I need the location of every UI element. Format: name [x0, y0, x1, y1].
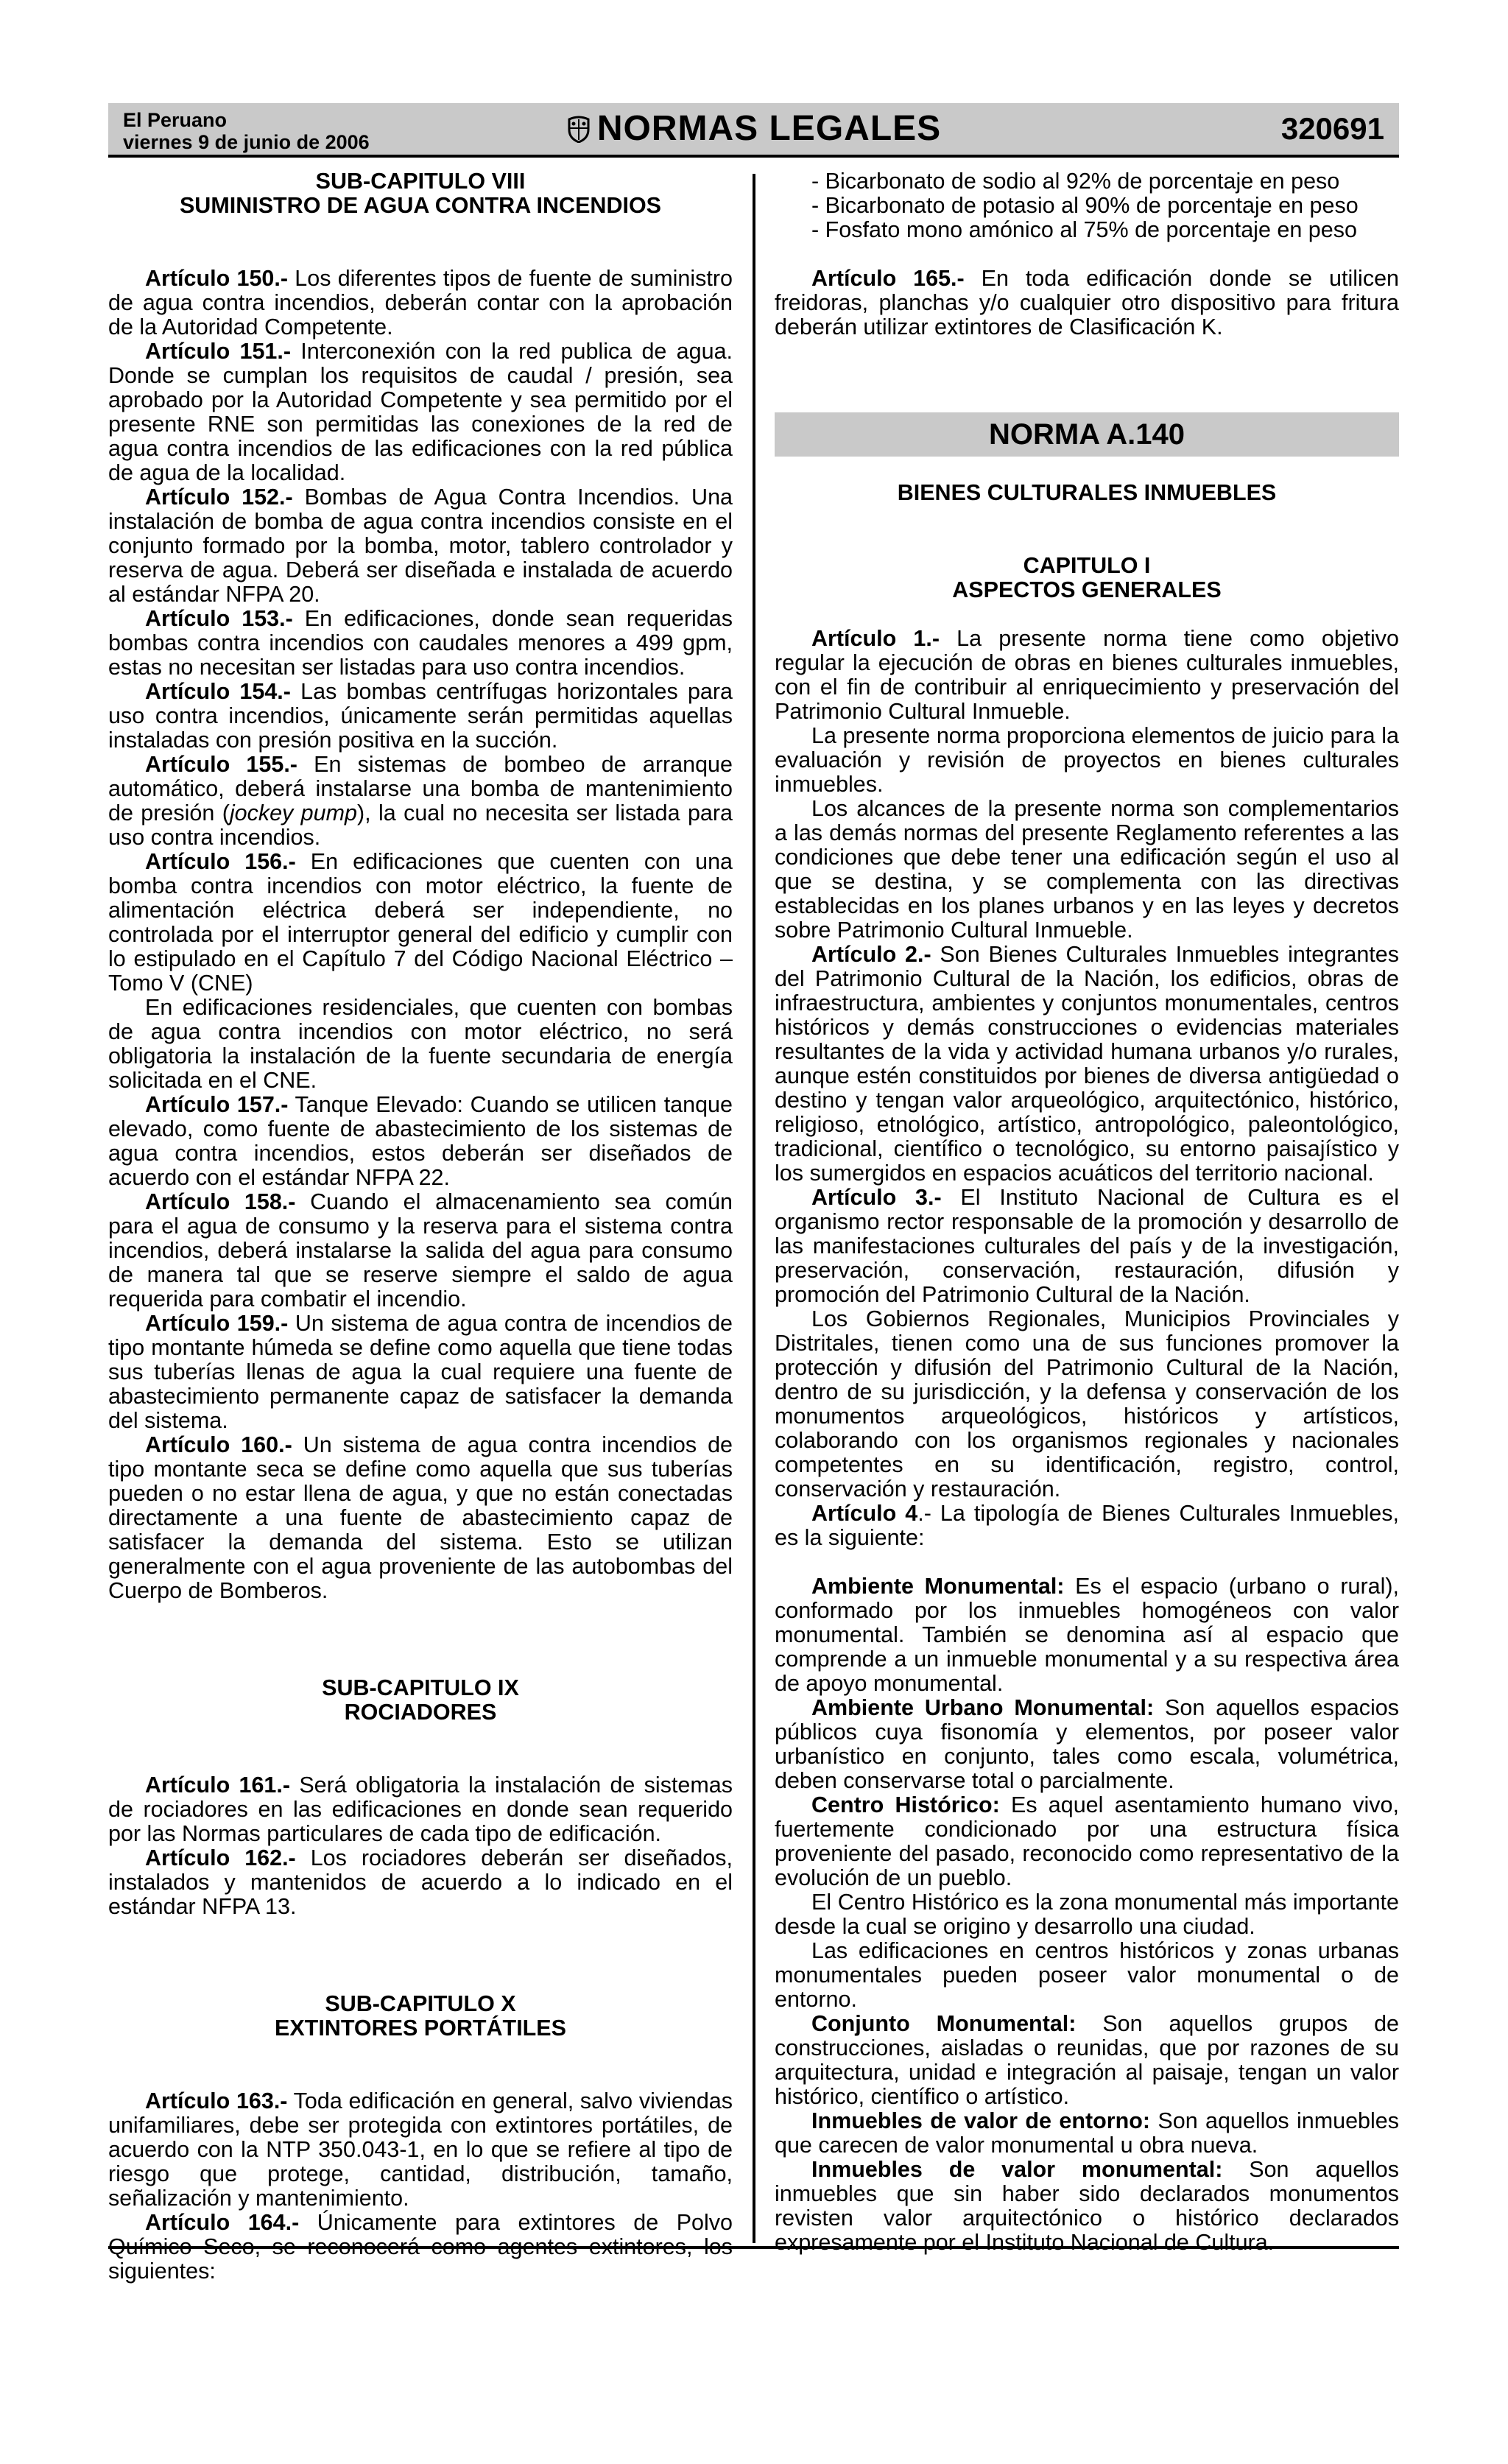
article-heading: Artículo 153.- — [145, 606, 293, 631]
article-text: .- La tipología de Bienes Culturales Inmuebles, es la siguiente: — [775, 1501, 1399, 1550]
article-text: La presente norma tiene como objetivo regular la ejecución de obras en bienes culturales inmuebles, con el fin de contribuir al enriquecimiento y preservación del Patrimonio Cultural Inmueble. — [775, 626, 1399, 724]
section-title: NORMAS LEGALES — [596, 109, 942, 148]
article-text: Interconexión con la red publica de agua. Donde se cumplan los requisitos de caudal / presión, sea aprobado por la Autoridad Competente y sea permitido por el presente RNE son permitidas las conexiones de la red de agua contra incendios de las edificaciones con la red pública de agua de la localidad. — [108, 339, 733, 485]
article-151 — [108, 339, 733, 485]
norma-banner: NORMA A.140 — [775, 412, 1399, 457]
agent-list-item: - Bicarbonato de potasio al 90% de porcentaje en peso — [811, 193, 1359, 218]
article-4 — [775, 1502, 1399, 1550]
definition-term: Ambiente Monumental: — [811, 1574, 1065, 1599]
article-heading: Artículo 154.- — [145, 679, 291, 704]
article-162 — [108, 1846, 733, 1919]
article-text: Un sistema de agua contra de incendios de tipo montante húmeda se define como aquella que tiene todas sus tuberías llenas de agua la cual requiere una fuente de abastecimiento permanente capaz de satisfacer la demanda del sistema. — [108, 1311, 733, 1433]
subchapter-9-title: SUB-CAPITULO IX — [322, 1675, 519, 1700]
article-160 — [108, 1433, 733, 1603]
chapter-title: CAPITULO I — [1023, 553, 1151, 578]
article-152 — [108, 485, 733, 607]
article-text: Únicamente para extintores de Polvo Químico Seco, se reconocerá como agentes extintores, los siguientes: — [108, 2210, 733, 2284]
article-164 — [108, 2211, 733, 2284]
article-text: Los rociadores deberán ser diseñados, instalados y mantenidos de acuerdo a lo indicado en el estándar NFPA 13. — [108, 1845, 733, 1919]
article-158 — [108, 1190, 733, 1312]
definition-text: Son aquellos grupos de construcciones, aisladas o reunidas, que por razones de su arquitectura, unidad e integración al paisaje, tengan un valor histórico, científico o artístico. — [775, 2011, 1400, 2109]
article-text: Tanque Elevado: Cuando se utilicen tanque elevado, como fuente de abastecimiento de los sistemas de agua contra incendios, estos deberán ser diseñados de acuerdo con el estándar NFPA 22. — [108, 1092, 733, 1190]
definition-inmuebles-valor-entorno — [775, 2109, 1399, 2158]
right-column — [775, 169, 1399, 2255]
definition-text: Es el espacio (urbano o rural), conformado por los inmuebles homogéneos con valor monumental. También se denomina así al espacio que comprende a un inmueble monumental y a su respectiva área de apoyo monumental. — [775, 1574, 1399, 1696]
article-text: En edificaciones, donde sean requeridas bombas contra incendios con caudales menores a 499 gpm, estas no necesitan ser listadas para uso contra incendios. — [108, 606, 733, 680]
article-text: Los diferentes tipos de fuente de suministro de agua contra incendios, deberán contar con la aprobación de la Autoridad Competente. — [108, 266, 733, 339]
article-2 — [775, 943, 1399, 1186]
article-157 — [108, 1093, 733, 1190]
article-heading: Artículo 152.- — [145, 485, 293, 510]
article-161 — [108, 1773, 733, 1846]
column-divider — [753, 174, 755, 2243]
subchapter-8-title: SUB-CAPITULO VIII — [315, 169, 526, 194]
article-159 — [108, 1312, 733, 1433]
definition-term: Conjunto Monumental: — [811, 2011, 1077, 2036]
article-text: En edificaciones que cuenten con una bomba contra incendios con motor eléctrico, la fuente de alimentación eléctrica deberá ser independiente, no controlada por el interruptor general del edificio y cumplir con lo estipulado en el Capítulo 7 del Código Nacional Eléctrico – Tomo V (CNE) — [108, 849, 733, 996]
subchapter-8-subtitle: SUMINISTRO DE AGUA CONTRA INCENDIOS — [179, 193, 662, 218]
centro-historico-paragraph-3: Las edificaciones en centros históricos y zonas urbanas monumentales pueden poseer valor monumental o de entorno. — [775, 1938, 1399, 2012]
definition-conjunto-monumental — [775, 2012, 1399, 2109]
subchapter-10-subtitle: EXTINTORES PORTÁTILES — [275, 2016, 566, 2041]
chapter-subtitle: ASPECTOS GENERALES — [952, 577, 1222, 602]
article-heading: Artículo 150.- — [145, 266, 289, 291]
article-1 — [775, 627, 1399, 724]
article-155 — [108, 753, 733, 850]
definition-term: Ambiente Urbano Monumental: — [811, 1695, 1155, 1720]
article-heading: Artículo 160.- — [145, 1432, 292, 1457]
article-163 — [108, 2089, 733, 2211]
article-text: El Instituto Nacional de Cultura es el organismo rector responsable de la promoción y desarrollo de las manifestaciones culturales del país y de la investigación, preservación, conservación, restauración, difusión y promoción del Patrimonio Cultural de la Nación. — [775, 1185, 1400, 1307]
coat-of-arms-icon — [566, 115, 591, 143]
article-text: Las bombas centrífugas horizontales para uso contra incendios, únicamente serán permitidas aquellas instaladas con presión positiva en la succión. — [108, 679, 733, 753]
left-column — [108, 169, 733, 2284]
article-heading: Artículo 163.- — [145, 2088, 288, 2113]
article-text: ), la cual no necesita ser listada para uso contra incendios. — [108, 800, 733, 850]
subchapter-10-title: SUB-CAPITULO X — [325, 1991, 516, 2016]
definition-term: Centro Histórico: — [811, 1792, 1000, 1817]
article-heading: Artículo 4 — [811, 1501, 918, 1526]
article-heading: Artículo 151.- — [145, 339, 292, 364]
article-153 — [108, 607, 733, 680]
subchapter-9-subtitle: ROCIADORES — [344, 1700, 497, 1725]
agent-list-item: - Bicarbonato de sodio al 92% de porcentaje en peso — [811, 169, 1340, 194]
article-156-paragraph-2: En edificaciones residenciales, que cuenten con bombas de agua contra incendios con motor eléctrico, no será obligatoria la instalación de la fuente secundaria de energía solicitada en el CNE. — [108, 995, 733, 1093]
article-165 — [775, 267, 1399, 339]
article-1-paragraph-3: Los alcances de la presente norma son complementarios a las demás normas del presente Reglamento referentes a las condiciones que debe tener una edificación según el uso al que se destina, y se complementa con las directivas establecidas en los planes urbanos y en las leyes y decretos sobre Patrimonio Cultural Inmueble. — [775, 796, 1399, 943]
article-text: Cuando el almacenamiento sea común para el agua de consumo y la reserva para el sistema contra incendios, deberá instalarse la salida del agua para consumo de manera tal que se reserve siempre el saldo de agua requerida para combatir el incendio. — [108, 1189, 733, 1312]
definition-ambiente-monumental — [775, 1574, 1399, 1696]
article-heading: Artículo 159.- — [145, 1311, 289, 1336]
definition-inmuebles-valor-monumental — [775, 2158, 1399, 2255]
definition-term: Inmuebles de valor monumental: — [811, 2157, 1223, 2182]
article-text: En sistemas de bombeo de arranque automático, deberá instalarse una bomba de mantenimiento de presión ( — [108, 752, 733, 826]
publication-date: viernes 9 de junio de 2006 — [123, 131, 370, 153]
article-heading: Artículo 161.- — [145, 1773, 291, 1798]
article-3-paragraph-2: Los Gobiernos Regionales, Municipios Provinciales y Distritales, tienen como una de sus funciones promover la protección y difusión del Patrimonio Cultural de la Nación, dentro de su jurisdicción, y la defensa y conservación de los monumentos arqueológicos, históricos y artísticos, colaborando con los organismos regionales y nacionales competentes en su identificación, registro, control, conservación y restauración. — [775, 1306, 1399, 1502]
definition-text: Es aquel asentamiento humano vivo, fuertemente condicionado por una estructura física proveniente del pasado, reconocido como representativo de la evolución de un pueblo. — [775, 1792, 1399, 1890]
article-text: Será obligatoria la instalación de sistemas de rociadores en las edificaciones en donde sean requerido por las Normas particulares de cada tipo de edificación. — [108, 1773, 733, 1846]
article-text-italic: jockey pump — [229, 800, 357, 826]
article-heading: Artículo 164.- — [145, 2210, 300, 2235]
article-text: En toda edificación donde se utilicen freidoras, planchas y/o cualquier otro dispositivo para fritura deberán utilizar extintores de Clasificación K. — [775, 266, 1399, 339]
article-text: Toda edificación en general, salvo viviendas unifamiliares, debe ser protegida con extintores portátiles, de acuerdo con la NTP 350.043-1, en lo que se refiere al tipo de riesgo que protege, cantidad, distribución, tamaño, señalización y mantenimiento. — [108, 2088, 733, 2211]
definition-centro-historico — [775, 1793, 1399, 1890]
article-heading: Artículo 2.- — [811, 942, 931, 967]
centro-historico-paragraph-2: El Centro Histórico es la zona monumental más importante desde la cual se origino y desarrollo una ciudad. — [775, 1890, 1399, 1939]
page-header — [108, 103, 1399, 158]
article-heading: Artículo 157.- — [145, 1092, 289, 1117]
article-heading: Artículo 156.- — [145, 849, 296, 874]
definition-text: Son aquellos espacios públicos cuya fisonomía y elementos, por poseer valor urbanístico en conjunto, tales como escala, volumétrica, deben conservarse total o parcialmente. — [775, 1695, 1400, 1793]
article-154 — [108, 680, 733, 753]
header-section — [108, 109, 1399, 149]
article-text: Un sistema de agua contra incendios de tipo montante seca se define como aquella que sus tuberías pueden o no estar llena de agua, y que no están conectadas directamente a una fuente de abastecimiento capaz de satisfacer la demanda del sistema. Esto se utilizan generalmente con el agua proveniente de las autobombas del Cuerpo de Bomberos. — [108, 1432, 733, 1603]
article-text: Bombas de Agua Contra Incendios. Una instalación de bomba de agua contra incendios consiste en el conjunto formado por la bomba, motor, tablero controlador y reserva de agua. Deberá ser diseñada e instalada de acuerdo al estándar NFPA 20. — [108, 485, 733, 607]
article-heading: Artículo 162.- — [145, 1845, 296, 1870]
definition-text: Son aquellos inmuebles que carecen de valor monumental u obra nueva. — [775, 2108, 1400, 2158]
article-heading: Artículo 155.- — [145, 752, 297, 777]
article-heading: Artículo 3.- — [811, 1185, 942, 1210]
article-heading: Artículo 1.- — [811, 626, 940, 651]
definition-text: Son aquellos inmuebles que sin haber sido declarados monumentos revisten valor arquitectónico o histórico declarados expresamente por el Instituto Nacional de Cultura. — [775, 2157, 1399, 2255]
article-heading: Artículo 165.- — [811, 266, 965, 291]
article-1-paragraph-2: La presente norma proporciona elementos de juicio para la evaluación y revisión de proyectos en bienes culturales inmuebles. — [775, 723, 1399, 797]
page-number: 320691 — [1280, 111, 1384, 146]
agent-list-item: - Fosfato mono amónico al 75% de porcentaje en peso — [811, 217, 1357, 242]
definition-ambiente-urbano-monumental — [775, 1696, 1399, 1793]
article-150 — [108, 267, 733, 339]
article-3 — [775, 1186, 1399, 1307]
article-heading: Artículo 158.- — [145, 1189, 296, 1214]
definition-term: Inmuebles de valor de entorno: — [811, 2108, 1151, 2133]
article-text: Son Bienes Culturales Inmuebles integrantes del Patrimonio Cultural de la Nación, los edificios, obras de infraestructura, ambientes y conjuntos monumentales, centros históricos y demás construcciones o evidencias materiales resultantes de la vida y actividad humana urbanos y/o rurales, aunque estén constituidos por bienes de diversa antigüedad o destino y tengan valor arqueológico, arquitectónico, histórico, religioso, etnológico, artístico, antropológico, paleontológico, tradicional, científico o tecnológico, su entorno paisajístico y los sumergidos en espacios acuáticos del territorio nacional. — [775, 942, 1399, 1186]
article-156 — [108, 850, 733, 996]
publication-name: El Peruano — [123, 109, 228, 131]
norma-title: BIENES CULTURALES INMUEBLES — [897, 480, 1277, 505]
